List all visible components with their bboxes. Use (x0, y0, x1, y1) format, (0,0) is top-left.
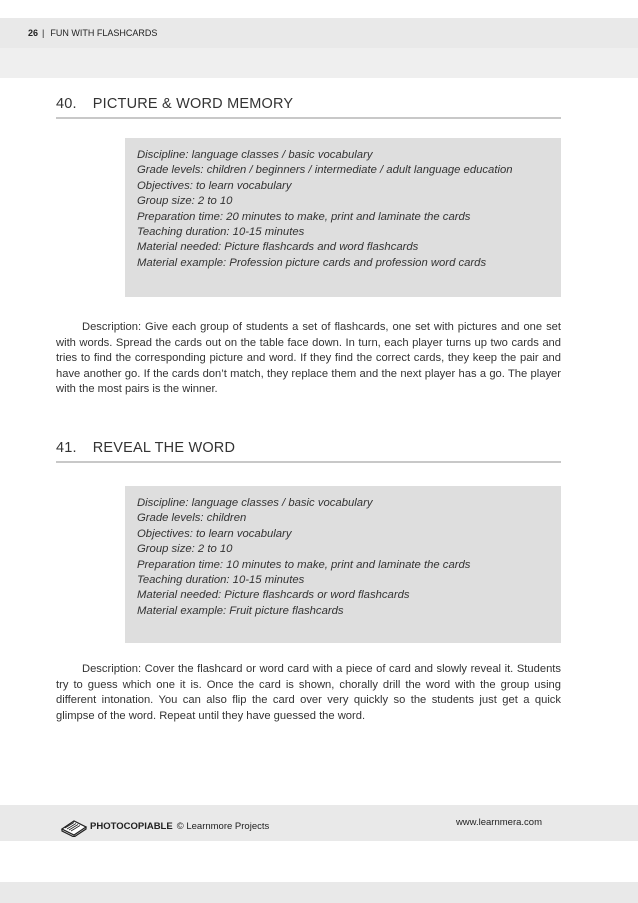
photocopiable-label: PHOTOCOPIABLE (90, 820, 173, 832)
section-heading: REVEAL THE WORD (92, 440, 236, 456)
info-group-size: Group size: 2 to 10 (137, 195, 233, 208)
info-grade-levels: Grade levels: children / beginners / intermediate / adult language education (137, 164, 513, 177)
header-separator: | (42, 28, 45, 38)
info-box-41 (125, 486, 561, 643)
info-group-size: Group size: 2 to 10 (137, 543, 233, 556)
info-objectives: Objectives: to learn vocabulary (137, 179, 292, 192)
section-number: 41. (56, 440, 77, 456)
section-heading: PICTURE & WORD MEMORY (92, 96, 294, 112)
info-teaching-duration: Teaching duration: 10-15 minutes (137, 226, 305, 239)
info-discipline: Discipline: language classes / basic vocabulary (137, 497, 373, 509)
info-material-example: Material example: Fruit picture flashcards (137, 604, 344, 617)
description-40: Description: Give each group of students a set of flashcards, one set with pictures and one set with words. Spread the cards out on the table face down. In turn, each player turns up two cards and tries to find the corresponding picture and word. If they find the correct cards, they keep the pair and have another go. If the cards don’t match, they replace them and the next player has a go. The player with the most pairs is the winner. (56, 321, 561, 395)
description-41: Description: Cover the flashcard or word card with a piece of card and slowly reveal it. Students try to guess which one it is. Once the card is shown, chorally drill the word with the group using different intonation. You can also flip the card over very quickly so the students just get a quick glimpse of the word. Repeat until they have guessed the word. (56, 663, 561, 722)
info-box-40 (125, 138, 561, 297)
info-material-needed: Material needed: Picture flashcards and word flashcards (137, 241, 419, 254)
header-band-lower (0, 48, 638, 78)
info-preparation-time: Preparation time: 20 minutes to make, print and laminate the cards (137, 210, 471, 223)
info-preparation-time: Preparation time: 10 minutes to make, print and laminate the cards (137, 558, 471, 571)
section-number: 40. (56, 96, 77, 112)
website-url: www.learnmera.com (455, 817, 542, 828)
book-icon (60, 815, 88, 837)
copyright-text: © Learnmore Projects (176, 820, 270, 832)
bottom-band (0, 882, 638, 903)
page-number: 26 (28, 28, 39, 38)
info-material-needed: Material needed: Picture flashcards or word flashcards (137, 589, 410, 602)
info-teaching-duration: Teaching duration: 10-15 minutes (137, 574, 305, 587)
book-title: FUN WITH FLASHCARDS (50, 28, 158, 38)
info-objectives: Objectives: to learn vocabulary (137, 527, 292, 540)
section-title-41 (56, 440, 561, 463)
info-discipline: Discipline: language classes / basic vocabulary (137, 149, 373, 161)
section-title-40 (56, 96, 561, 119)
info-grade-levels: Grade levels: children (137, 512, 247, 525)
footer-left (60, 815, 269, 837)
info-material-example: Material example: Profession picture cards and profession word cards (137, 256, 487, 269)
page-header (28, 28, 157, 38)
